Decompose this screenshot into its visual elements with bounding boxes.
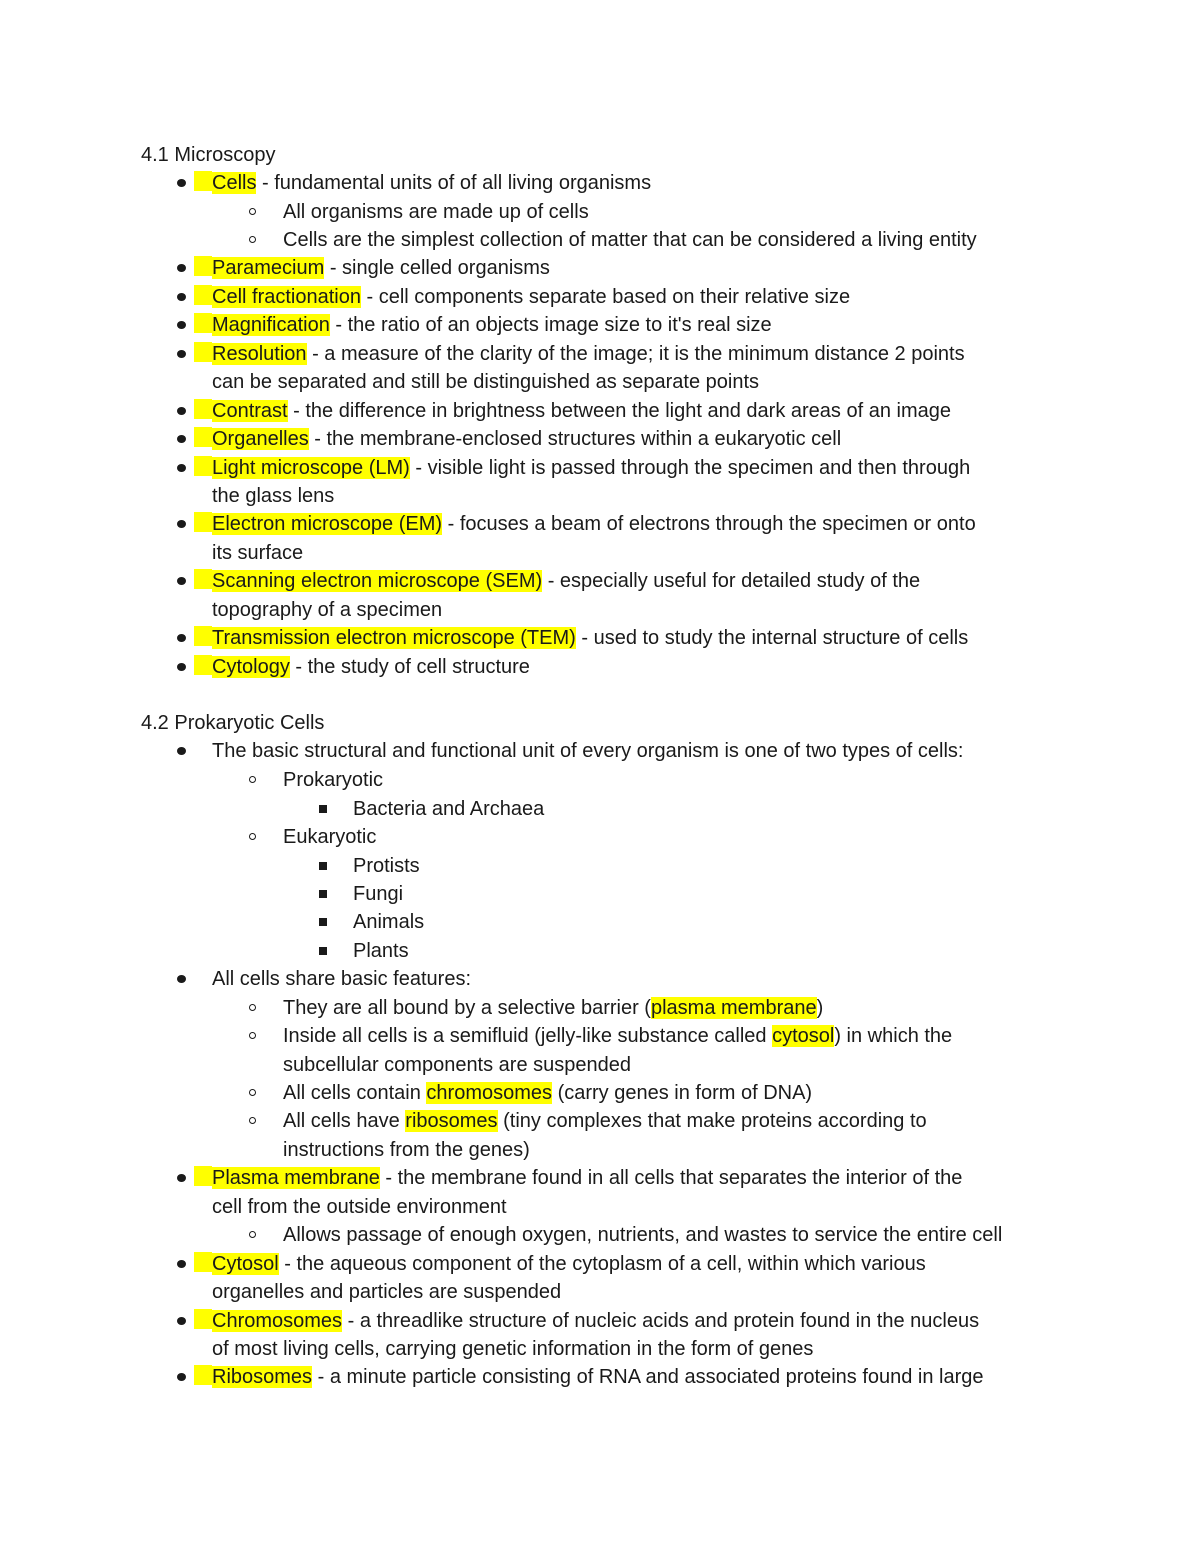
highlighted-term: Cytosol [212, 1253, 279, 1275]
list-item [283, 226, 977, 254]
highlighted-term: Plasma membrane [212, 1167, 380, 1189]
bullet-circle-icon [249, 1117, 256, 1124]
text-run: Prokaryotic [283, 769, 384, 791]
bullet-circle-icon [249, 208, 256, 215]
text-run: - visible light is passed through the specimen and then through [409, 457, 971, 479]
list-item [212, 737, 963, 765]
bullet-disc-icon [177, 350, 186, 358]
list-item [353, 937, 409, 965]
highlighted-term: ribosomes [405, 1110, 498, 1132]
list-item [353, 880, 403, 908]
list-item [194, 1307, 979, 1335]
text-run: Plants [353, 940, 409, 962]
text-run: 4.2 Prokaryotic Cells [141, 712, 325, 734]
text-run: - the membrane found in all cells that separates the interior of the [379, 1167, 963, 1189]
text-run: - focuses a beam of electrons through the specimen or onto [442, 513, 976, 535]
text-run: the glass lens [212, 485, 335, 507]
bullet-disc-icon [177, 407, 186, 415]
bullet-square-icon [319, 862, 327, 870]
highlight-lead [194, 399, 212, 419]
text-run: Inside all cells is a semifluid (jelly-like substance called [283, 1025, 773, 1047]
highlight-lead [194, 1252, 212, 1272]
highlighted-term: Scanning electron microscope (SEM) [212, 570, 543, 592]
list-item-continuation [212, 1335, 813, 1363]
bullet-circle-icon [249, 1032, 256, 1039]
text-run: The basic structural and functional unit of every organism is one of two types of cells: [212, 740, 964, 762]
text-run: can be separated and still be distinguished as separate points [212, 371, 760, 393]
bullet-disc-icon [177, 1317, 186, 1325]
bullet-disc-icon [177, 435, 186, 443]
highlighted-term: Resolution [212, 343, 307, 365]
text-run: (carry genes in form of DNA) [552, 1082, 813, 1104]
bullet-square-icon [319, 947, 327, 955]
section-heading [141, 141, 276, 169]
bullet-disc-icon [177, 634, 186, 642]
text-run: - especially useful for detailed study of the [542, 570, 921, 592]
highlight-lead [194, 1365, 212, 1385]
list-item [194, 340, 965, 368]
text-run: - a threadlike structure of nucleic acids and protein found in the nucleus [342, 1310, 980, 1332]
highlight-lead [194, 512, 212, 532]
list-item-continuation [283, 1136, 530, 1164]
highlight-lead [194, 256, 212, 276]
list-item [194, 254, 550, 282]
bullet-circle-icon [249, 1089, 256, 1096]
list-item-continuation [212, 368, 759, 396]
list-item-continuation [212, 1193, 507, 1221]
bullet-square-icon [319, 918, 327, 926]
list-item [194, 1164, 962, 1192]
highlighted-term: Magnification [212, 314, 330, 336]
bullet-disc-icon [177, 464, 186, 472]
text-run: - the difference in brightness between the light and dark areas of an image [287, 400, 951, 422]
text-run: - a minute particle consisting of RNA and associated proteins found in large [312, 1366, 984, 1388]
list-item [212, 965, 471, 993]
list-item [283, 1221, 1002, 1249]
highlighted-term: Organelles [212, 428, 309, 450]
highlight-lead [194, 456, 212, 476]
text-run: - the aqueous component of the cytoplasm of a cell, within which various [278, 1253, 926, 1275]
highlight-lead [194, 427, 212, 447]
list-item [194, 653, 530, 681]
highlighted-term: Light microscope (LM) [212, 457, 410, 479]
list-item-continuation [212, 1278, 561, 1306]
highlighted-term: Electron microscope (EM) [212, 513, 443, 535]
text-run: - cell components separate based on their relative size [360, 286, 851, 308]
text-run: All cells share basic features: [212, 968, 472, 990]
highlight-lead [194, 1309, 212, 1329]
text-run: ) in which the [834, 1025, 953, 1047]
text-run: All cells contain [283, 1082, 427, 1104]
list-item [283, 994, 823, 1022]
highlighted-term: Cytology [212, 656, 290, 678]
text-run: (tiny complexes that make proteins according to [497, 1110, 927, 1132]
text-run: - the study of cell structure [289, 656, 530, 678]
list-item [194, 1250, 926, 1278]
text-run: Fungi [353, 883, 404, 905]
bullet-circle-icon [249, 236, 256, 243]
highlighted-term: Ribosomes [212, 1366, 313, 1388]
text-run: - single celled organisms [324, 257, 550, 279]
list-item [194, 169, 651, 197]
list-item-continuation [283, 1051, 631, 1079]
list-item [194, 1363, 984, 1391]
highlight-lead [194, 626, 212, 646]
bullet-circle-icon [249, 776, 256, 783]
list-item [353, 908, 424, 936]
bullet-disc-icon [177, 975, 186, 983]
list-item [283, 823, 376, 851]
list-item [283, 766, 383, 794]
section-heading [141, 709, 324, 737]
list-item [353, 795, 544, 823]
text-run: Protists [353, 855, 420, 877]
highlight-lead [194, 342, 212, 362]
list-item [194, 624, 968, 652]
bullet-circle-icon [249, 1004, 256, 1011]
text-run: subcellular components are suspended [283, 1054, 631, 1076]
highlight-lead [194, 569, 212, 589]
text-run: - a measure of the clarity of the image; it is the minimum distance 2 points [306, 343, 965, 365]
bullet-disc-icon [177, 1373, 186, 1381]
highlighted-term: Transmission electron microscope (TEM) [212, 627, 576, 649]
text-run: of most living cells, carrying genetic information in the form of genes [212, 1338, 814, 1360]
highlighted-term: plasma membrane [650, 997, 817, 1019]
bullet-disc-icon [177, 663, 186, 671]
bullet-disc-icon [177, 179, 186, 187]
bullet-disc-icon [177, 321, 186, 329]
text-run: ) [816, 997, 824, 1019]
list-item [194, 510, 976, 538]
bullet-disc-icon [177, 293, 186, 301]
list-item [353, 852, 420, 880]
text-run: Cells are the simplest collection of matter that can be considered a living entity [283, 229, 977, 251]
text-run: - used to study the internal structure of cells [575, 627, 969, 649]
text-run: Bacteria and Archaea [353, 798, 545, 820]
highlight-lead [194, 655, 212, 675]
text-run: its surface [212, 542, 304, 564]
bullet-disc-icon [177, 577, 186, 585]
list-item [194, 283, 850, 311]
highlighted-term: Cell fractionation [212, 286, 361, 308]
list-item-continuation [212, 539, 303, 567]
text-run: cell from the outside environment [212, 1196, 507, 1218]
highlight-lead [194, 1166, 212, 1186]
text-run: - the membrane-enclosed structures within a eukaryotic cell [308, 428, 842, 450]
highlight-lead [194, 313, 212, 333]
text-run: topography of a specimen [212, 599, 443, 621]
bullet-circle-icon [249, 1231, 256, 1238]
list-item [283, 1022, 952, 1050]
text-run: They are all bound by a selective barrier ( [283, 997, 651, 1019]
list-item [194, 454, 970, 482]
list-item [283, 198, 589, 226]
text-run: Allows passage of enough oxygen, nutrients, and wastes to service the entire cell [283, 1224, 1003, 1246]
bullet-disc-icon [177, 520, 186, 528]
text-run: instructions from the genes) [283, 1139, 530, 1161]
text-run: All organisms are made up of cells [283, 201, 589, 223]
text-run: - the ratio of an objects image size to it's real size [329, 314, 772, 336]
bullet-circle-icon [249, 833, 256, 840]
text-run: organelles and particles are suspended [212, 1281, 562, 1303]
bullet-square-icon [319, 890, 327, 898]
list-item [283, 1079, 812, 1107]
text-run: All cells have [283, 1110, 406, 1132]
list-item [194, 567, 920, 595]
list-item [283, 1107, 927, 1135]
bullet-disc-icon [177, 264, 186, 272]
highlighted-term: chromosomes [426, 1082, 553, 1104]
highlighted-term: Cells [212, 172, 257, 194]
list-item [194, 397, 951, 425]
text-run: Eukaryotic [283, 826, 377, 848]
highlighted-term: Chromosomes [212, 1310, 343, 1332]
list-item [194, 425, 841, 453]
bullet-disc-icon [177, 747, 186, 755]
highlighted-term: Contrast [212, 400, 288, 422]
list-item-continuation [212, 596, 442, 624]
list-item [194, 311, 772, 339]
text-run: 4.1 Microscopy [141, 144, 276, 166]
bullet-disc-icon [177, 1174, 186, 1182]
text-run: - fundamental units of of all living organisms [256, 172, 652, 194]
bullet-square-icon [319, 805, 327, 813]
list-item-continuation [212, 482, 334, 510]
highlight-lead [194, 171, 212, 191]
highlight-lead [194, 285, 212, 305]
highlighted-term: Paramecium [212, 257, 325, 279]
text-run: Animals [353, 911, 425, 933]
bullet-disc-icon [177, 1260, 186, 1268]
highlighted-term: cytosol [772, 1025, 835, 1047]
